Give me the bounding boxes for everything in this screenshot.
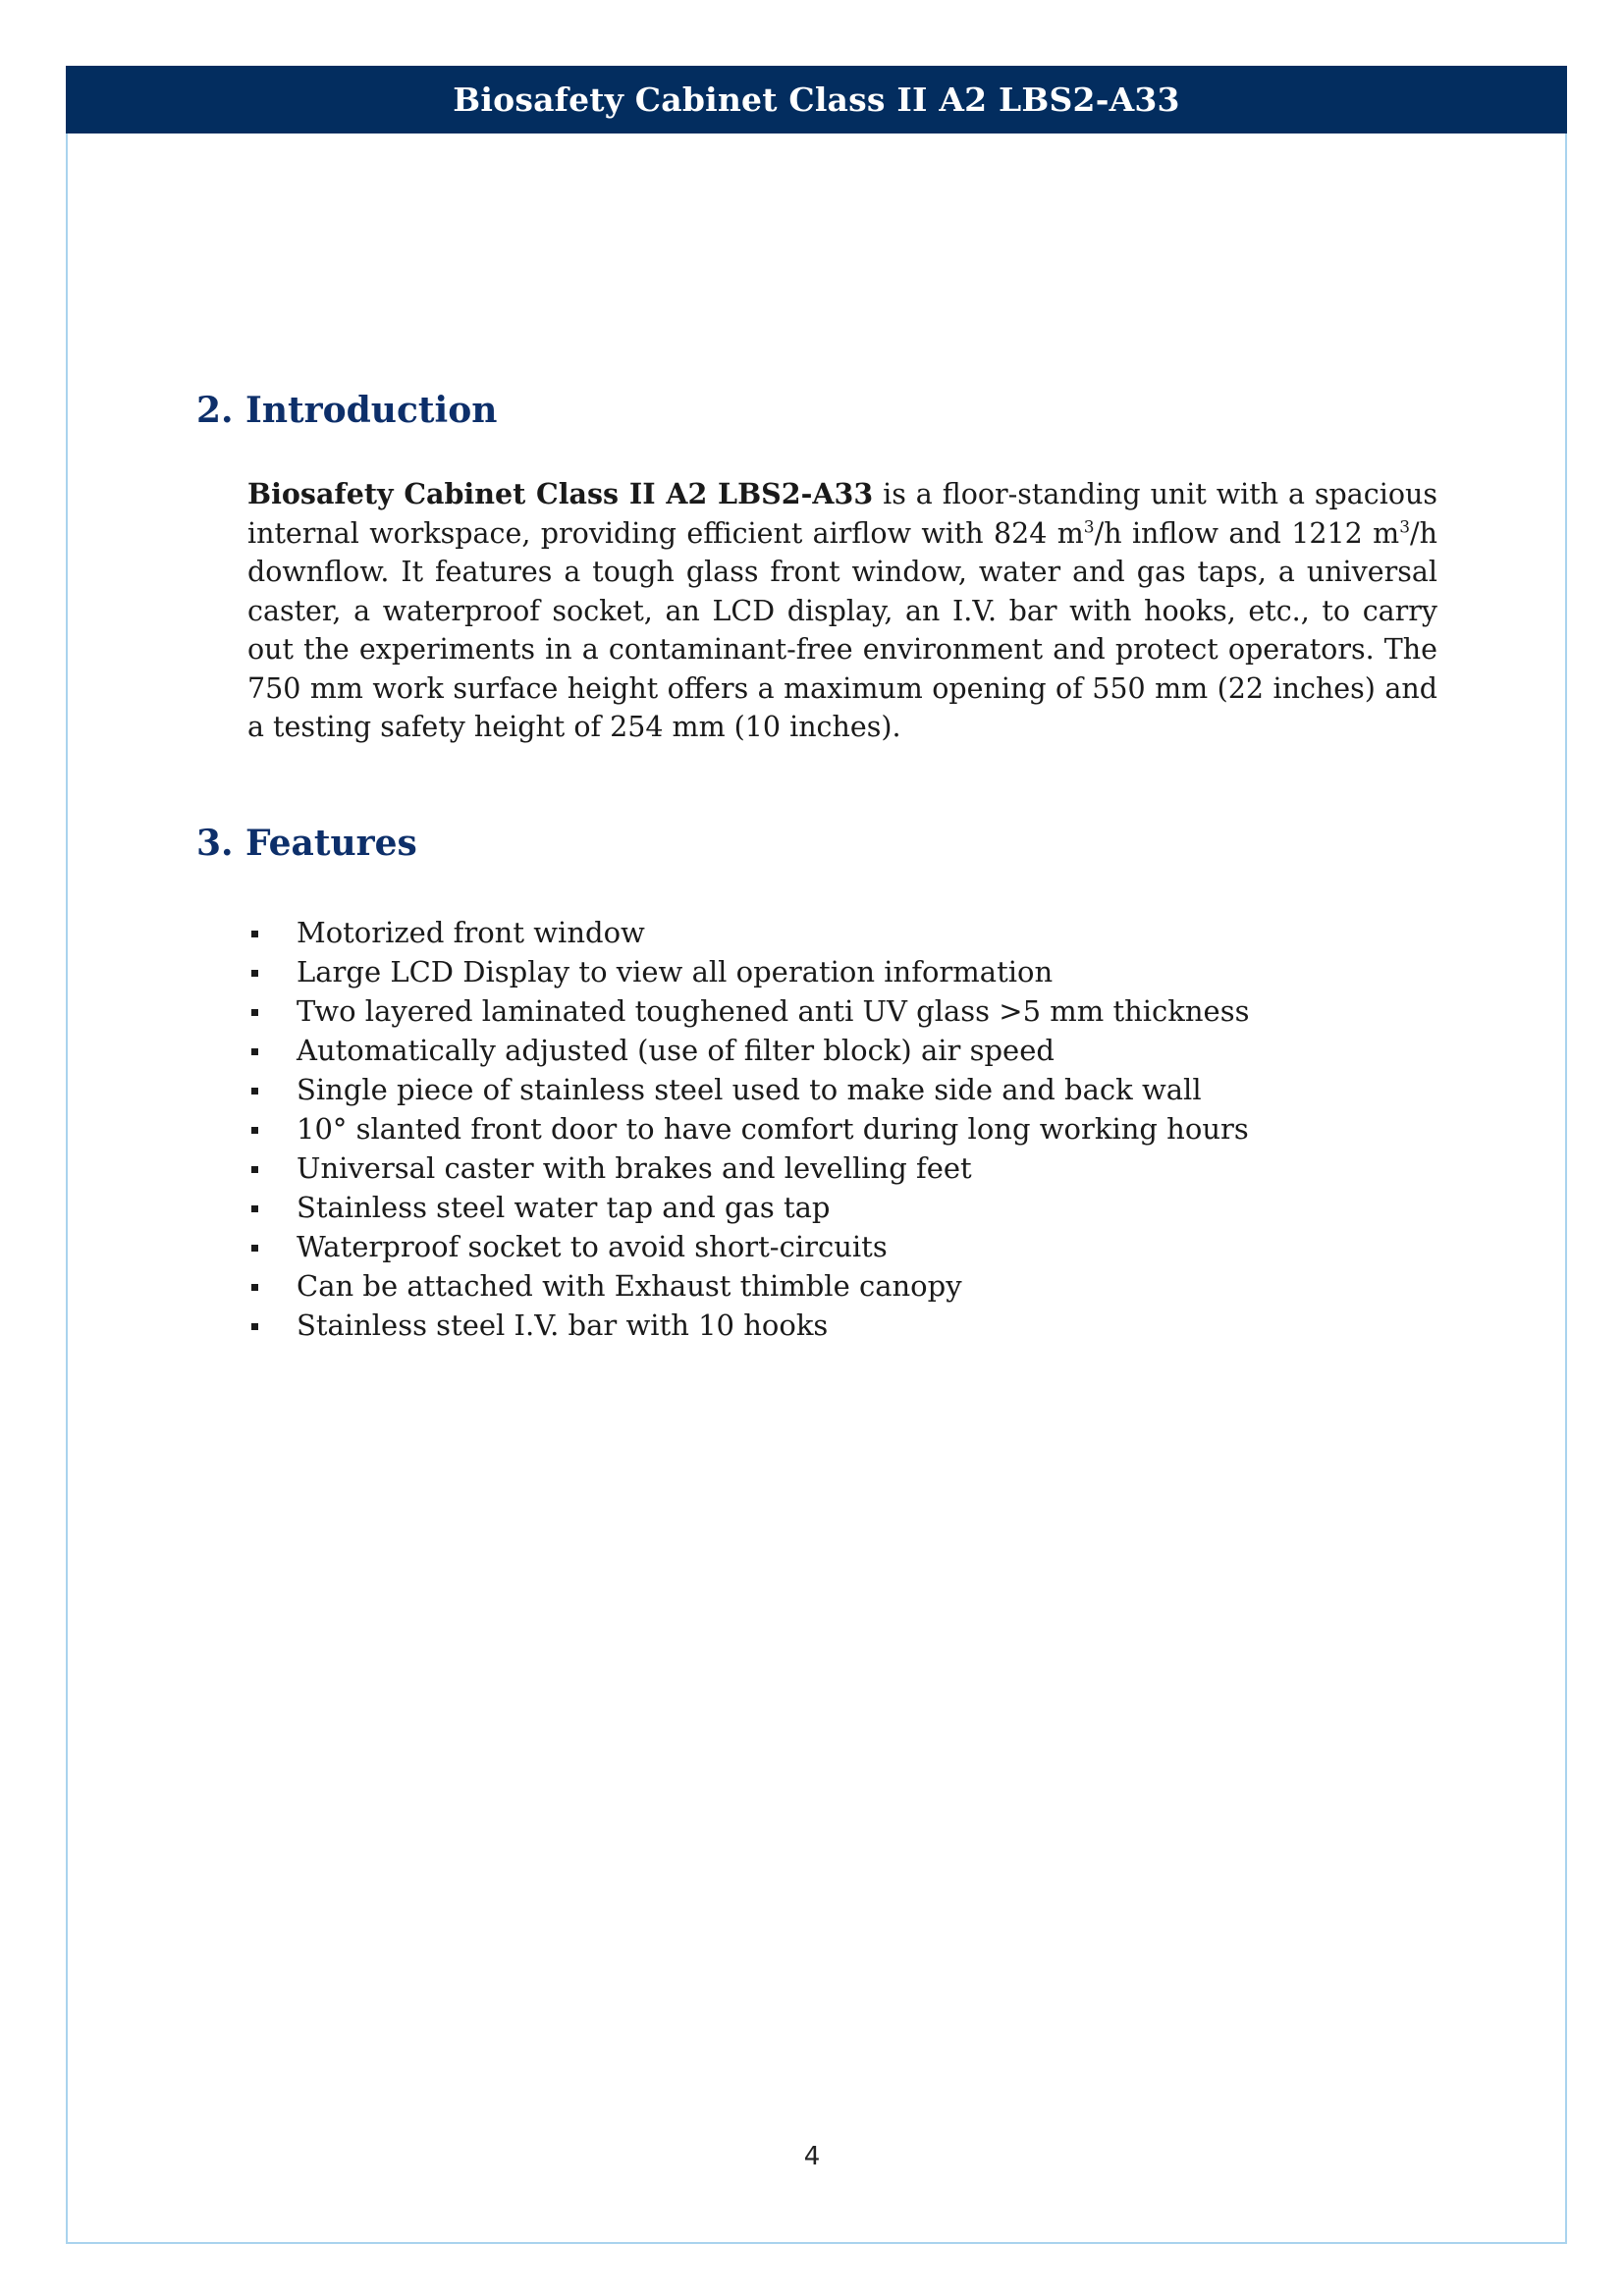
list-item-text: Automatically adjusted (use of filter block) air speed	[297, 1034, 1055, 1067]
square-bullet-icon	[251, 1127, 258, 1134]
list-item-text: Stainless steel water tap and gas tap	[297, 1191, 831, 1224]
list-item	[247, 1031, 1249, 1070]
list-item-text: Two layered laminated toughened anti UV glass >5 mm thickness	[297, 994, 1250, 1028]
cubic-superscript-b: 3	[1399, 517, 1411, 537]
page-number: 4	[803, 2142, 821, 2171]
square-bullet-icon	[251, 1048, 258, 1055]
list-item-text: 10° slanted front door to have comfort during long working hours	[297, 1112, 1249, 1146]
list-item-text: Large LCD Display to view all operation information	[297, 955, 1054, 988]
square-bullet-icon	[251, 1245, 258, 1252]
list-item	[247, 1070, 1249, 1109]
features-list	[247, 913, 1249, 1345]
document-title: Biosafety Cabinet Class II A2 LBS2-A33	[453, 80, 1180, 119]
introduction-paragraph	[247, 475, 1437, 747]
square-bullet-icon	[251, 970, 258, 977]
list-item	[247, 1227, 1249, 1266]
square-bullet-icon	[251, 1323, 258, 1330]
document-header-bar	[66, 66, 1567, 133]
intro-text-part-b: /h inflow and 1212 m	[1094, 516, 1400, 550]
cubic-superscript-a: 3	[1083, 517, 1095, 537]
list-item	[247, 913, 1249, 952]
list-item-text: Can be attached with Exhaust thimble canopy	[297, 1269, 962, 1303]
features-title: Features	[245, 823, 417, 864]
intro-text-part-a: is a floor-standing unit with a spacious internal workspace, providing efficient airflow with 824 m	[247, 478, 1437, 550]
square-bullet-icon	[251, 1088, 258, 1095]
square-bullet-icon	[251, 1284, 258, 1291]
introduction-number: 2.	[196, 390, 234, 431]
square-bullet-icon	[251, 1009, 258, 1016]
list-item	[247, 1266, 1249, 1306]
introduction-title: Introduction	[245, 390, 498, 431]
square-bullet-icon	[251, 1205, 258, 1212]
list-item-text: Stainless steel I.V. bar with 10 hooks	[297, 1308, 829, 1342]
list-item-text: Waterproof socket to avoid short-circuits	[297, 1230, 888, 1263]
square-bullet-icon	[251, 1166, 258, 1173]
list-item	[247, 1148, 1249, 1188]
list-item-text: Universal caster with brakes and levelling feet	[297, 1151, 972, 1185]
list-item-text: Single piece of stainless steel used to make side and back wall	[297, 1073, 1202, 1106]
square-bullet-icon	[251, 931, 258, 937]
features-heading	[196, 823, 417, 864]
introduction-heading	[196, 390, 497, 431]
list-item	[247, 991, 1249, 1031]
features-number: 3.	[196, 823, 234, 864]
intro-text-part-c: /h downflow. It features a tough glass front window, water and gas taps, a universal caster, a waterproof socket, an LCD display, an I.V. bar with hooks, etc., to carry out the experiments in a contaminant-free environment and protect operators. The 750 mm work surface height offers a maximum opening of 550 mm (22 inches) and a testing safety height of 254 mm (10 inches).	[247, 516, 1437, 743]
list-item	[247, 952, 1249, 991]
list-item	[247, 1306, 1249, 1345]
list-item	[247, 1188, 1249, 1227]
model-name: Biosafety Cabinet Class II A2 LBS2-A33	[247, 477, 874, 510]
list-item	[247, 1109, 1249, 1148]
list-item-text: Motorized front window	[297, 916, 645, 949]
